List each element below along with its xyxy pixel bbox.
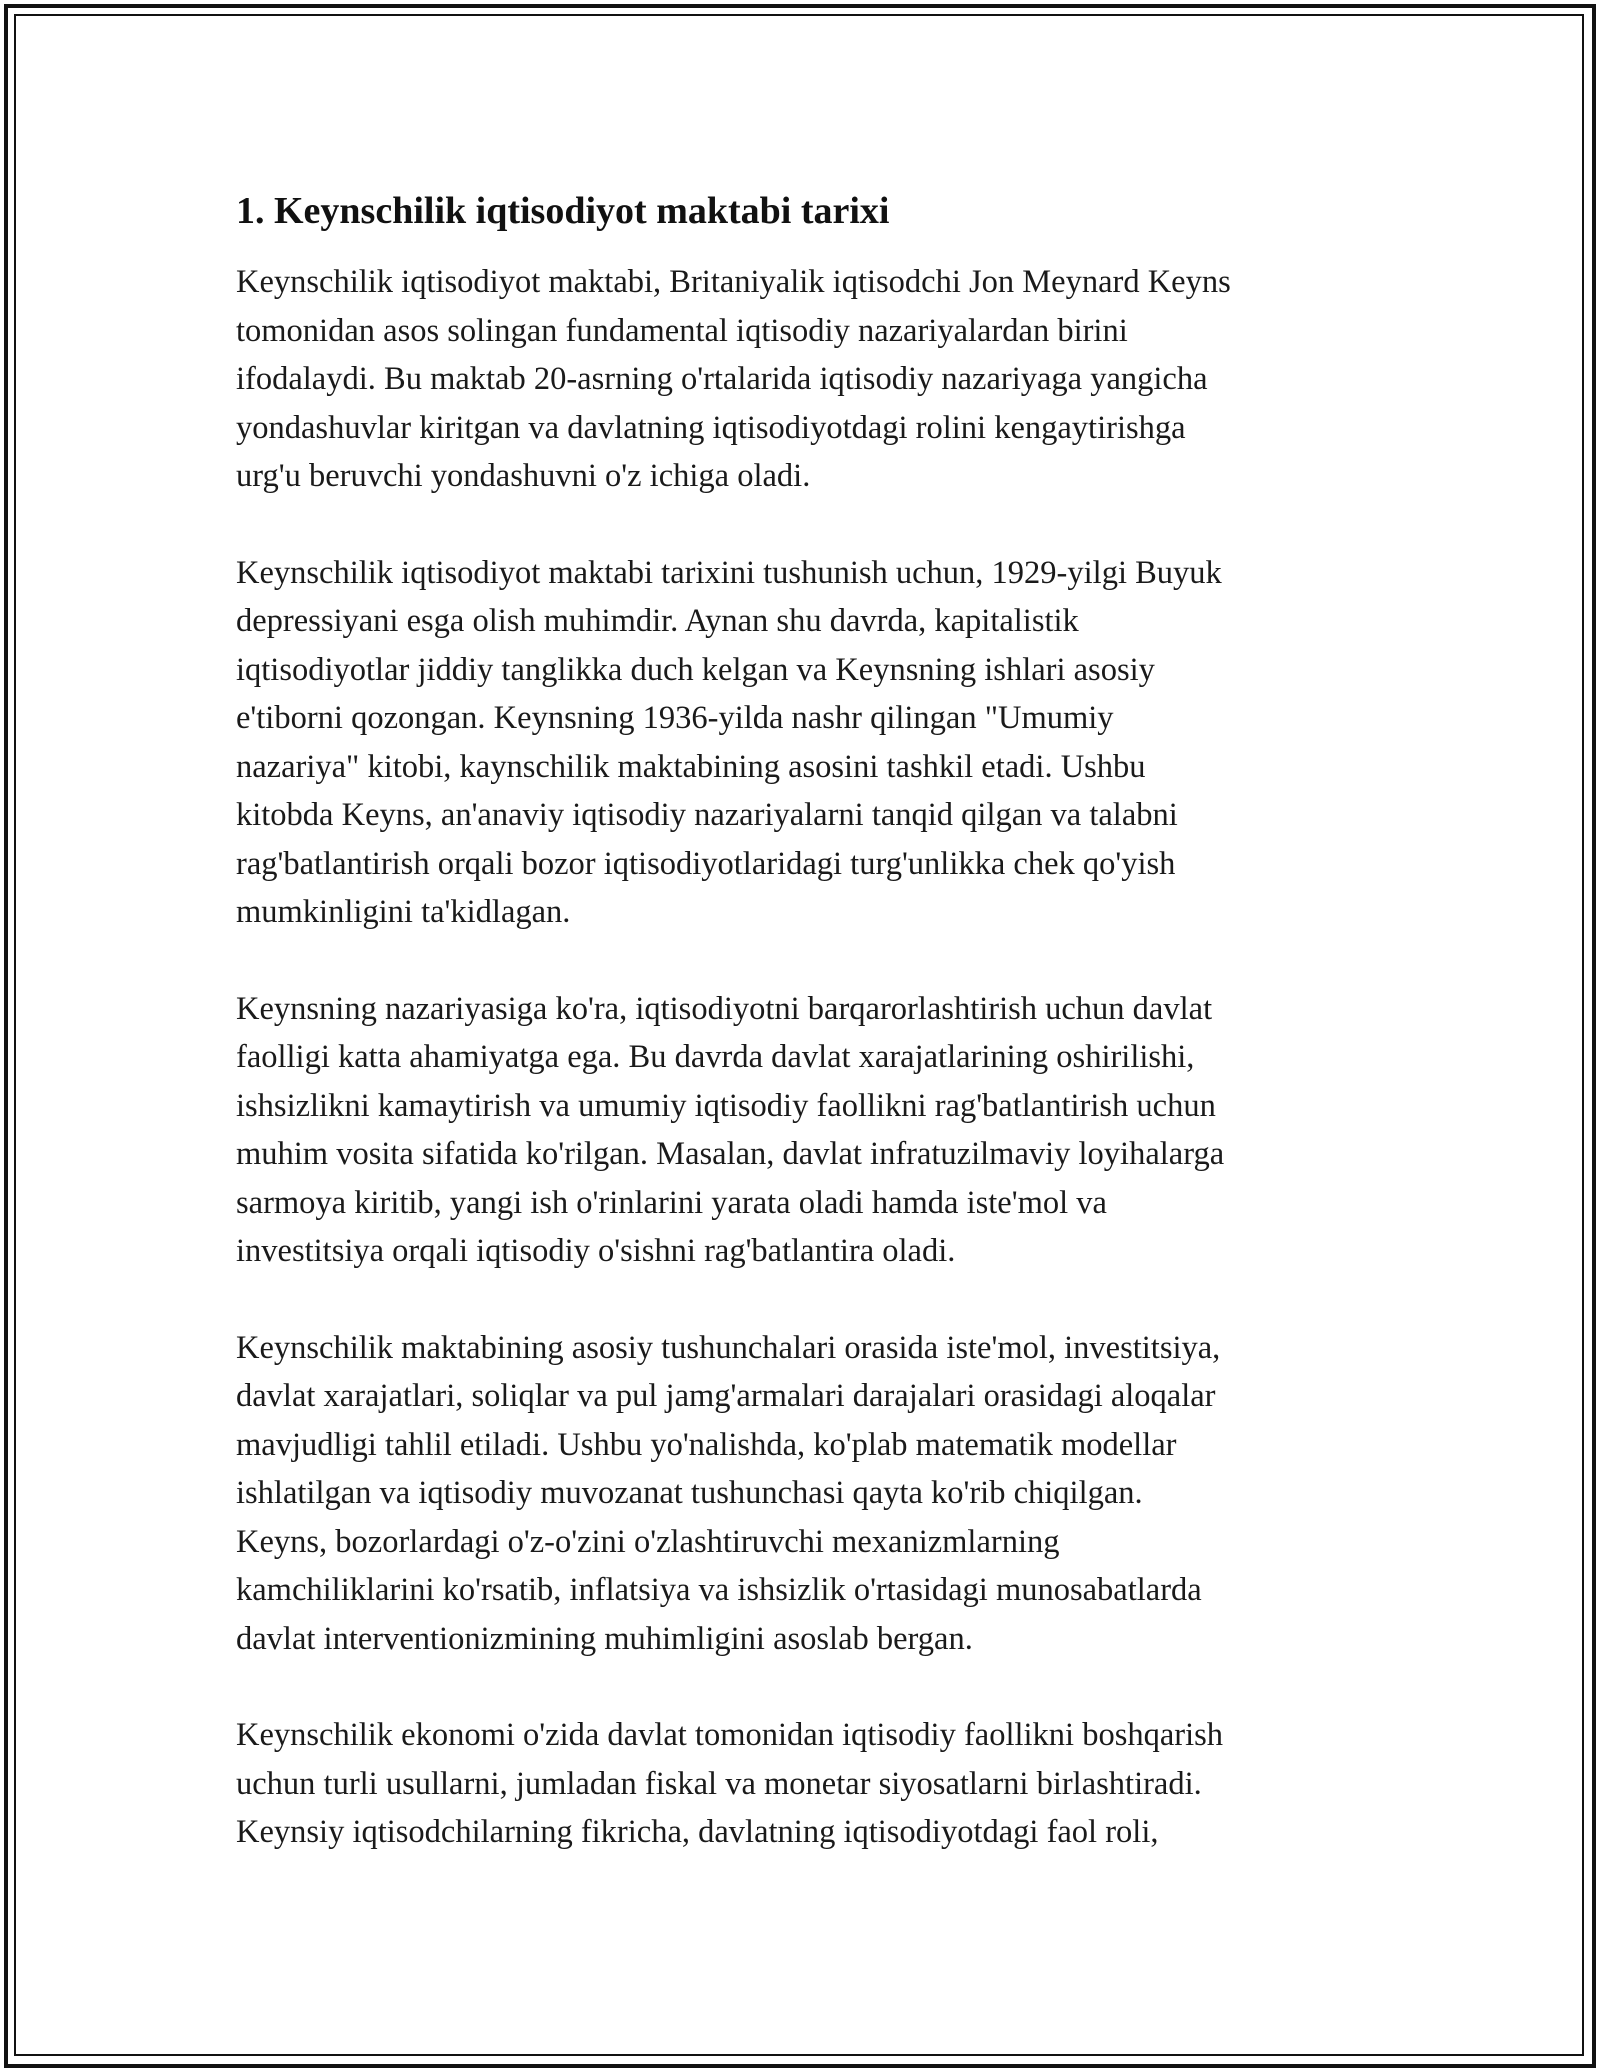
text-line: sarmoya kiritib, yangi ish o'rinlarini yarata oladi hamda iste'mol va — [236, 1184, 1107, 1221]
document-body — [236, 186, 1366, 1905]
text-line: muhim vosita sifatida ko'rilgan. Masalan, davlat infratuzilmaviy loyihalarga — [236, 1136, 1225, 1172]
text-line: depressiyani esga olish muhimdir. Aynan shu davrda, kapitalistik — [236, 603, 1079, 639]
text-line: mavjudligi tahlil etiladi. Ushbu yo'nalishda, ko'plab matematik modellar — [236, 1426, 1177, 1463]
text-line: davlat interventionizmining muhimligini asoslab bergan. — [236, 1620, 973, 1657]
text-line: Keynschilik iqtisodiyot maktabi tarixini tushunish uchun, 1929-yilgi Buyuk — [236, 554, 1222, 591]
paragraph — [236, 549, 1366, 937]
text-line: nazariya" kitobi, kaynschilik maktabining asosini tashkil etadi. Ushbu — [236, 748, 1146, 785]
text-line: ishlatilgan va iqtisodiy muvozanat tushunchasi qayta ko'rib chiqilgan. — [236, 1475, 1143, 1511]
text-line: ifodalaydi. Bu maktab 20-asrning o'rtalarida iqtisodiy nazariyaga yangicha — [236, 361, 1208, 397]
section-heading: 1. Keynschilik iqtisodiyot maktabi tarixi — [236, 190, 890, 232]
paragraph — [236, 1324, 1366, 1664]
text-line: kitobda Keyns, an'anaviy iqtisodiy nazariyalarni tanqid qilgan va talabni — [236, 797, 1178, 833]
paragraph-list — [236, 258, 1366, 1857]
text-line: Keynschilik iqtisodiyot maktabi, Britaniyalik iqtisodchi Jon Meynard Keyns — [236, 264, 1231, 300]
paragraph — [236, 258, 1366, 501]
text-line: tomonidan asos solingan fundamental iqtisodiy nazariyalardan birini — [236, 312, 1128, 349]
text-line: investitsiya orqali iqtisodiy o'sishni rag'batlantira oladi. — [236, 1233, 956, 1269]
text-line: Keynsning nazariyasiga ko'ra, iqtisodiyotni barqarorlashtirish uchun davlat — [236, 990, 1213, 1027]
text-line: ishsizlikni kamaytirish va umumiy iqtisodiy faollikni rag'batlantirish uchun — [236, 1087, 1216, 1124]
text-line: e'tiborni qozongan. Keynsning 1936-yilda nashr qilingan "Umumiy — [236, 700, 1114, 736]
text-line: rag'batlantirish orqali bozor iqtisodiyotlaridagi turg'unlikka chek qo'yish — [236, 845, 1176, 882]
text-line: Keynsiy iqtisodchilarning fikricha, davlatning iqtisodiyotdagi faol roli, — [236, 1814, 1159, 1850]
paragraph — [236, 1711, 1366, 1857]
text-line: uchun turli usullarni, jumladan fiskal va monetar siyosatlarni birlashtiradi. — [236, 1765, 1202, 1802]
text-line: iqtisodiyotlar jiddiy tanglikka duch kelgan va Keynsning ishlari asosiy — [236, 651, 1155, 688]
text-line: Keynschilik ekonomi o'zida davlat tomonidan iqtisodiy faollikni boshqarish — [236, 1717, 1224, 1753]
text-line: Keynschilik maktabining asosiy tushunchalari orasida iste'mol, investitsiya, — [236, 1329, 1221, 1366]
text-line: mumkinligini ta'kidlagan. — [236, 894, 571, 930]
text-line: faolligi katta ahamiyatga ega. Bu davrda davlat xarajatlarining oshirilishi, — [236, 1039, 1195, 1075]
text-line: kamchiliklarini ko'rsatib, inflatsiya va ishsizlik o'rtasidagi munosabatlarda — [236, 1572, 1202, 1608]
text-line: davlat xarajatlari, soliqlar va pul jamg'armalari darajalari orasidagi aloqalar — [236, 1378, 1216, 1414]
text-line: Keyns, bozorlardagi o'z-o'zini o'zlashtiruvchi mexanizmlarning — [236, 1523, 1060, 1560]
paragraph — [236, 985, 1366, 1276]
text-line: yondashuvlar kiritgan va davlatning iqtisodiyotdagi rolini kengaytirishga — [236, 409, 1186, 446]
text-line: urg'u beruvchi yondashuvni o'z ichiga oladi. — [236, 458, 811, 494]
